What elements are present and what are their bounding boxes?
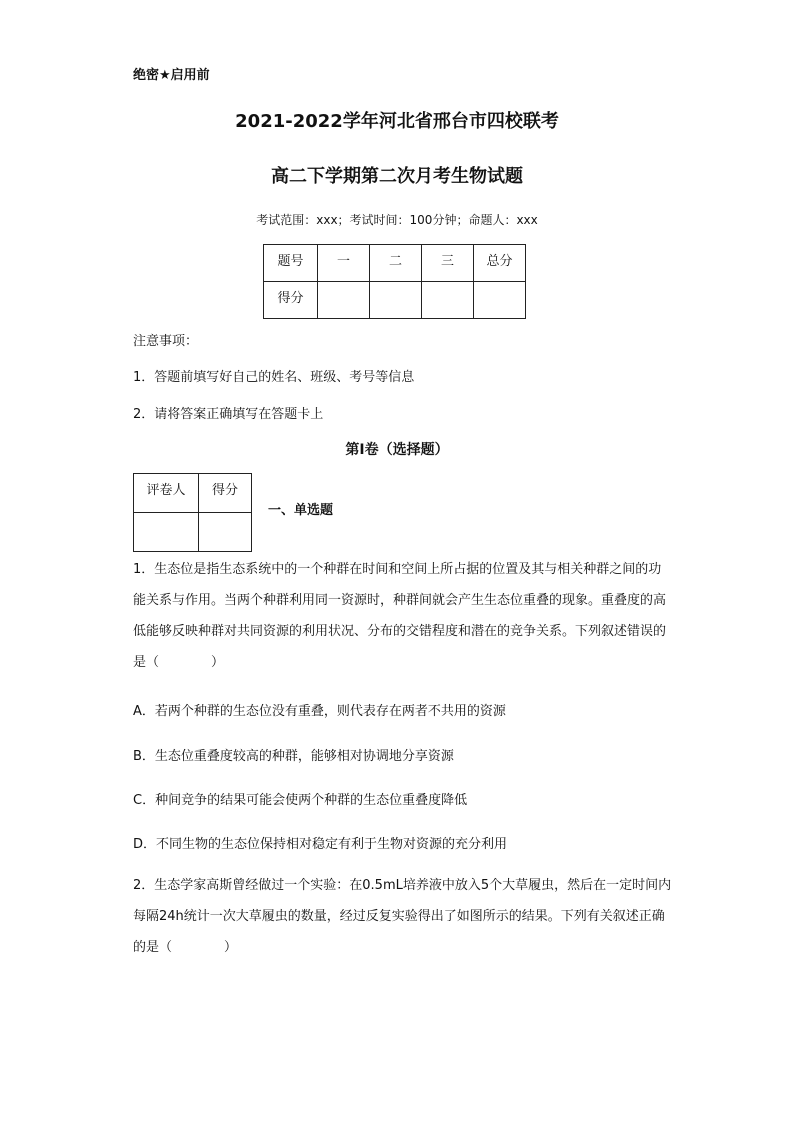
grader-table-blank-row [134,513,252,552]
score-table-cell: 总分 [474,245,526,282]
score-table-score-row [264,282,526,319]
grader-score-label-cell: 得分 [199,474,252,513]
question-2-stem: 2．生态学家高斯曾经做过一个实验：在0.5mL培养液中放入5个大草履虫，然后在一定时间内每隔24h统计一次大草履虫的数量，经过反复实验得出了如图所示的结果。下列有关叙述正确的是（ ） [133,878,672,955]
notice-item: 1．答题前填写好自己的姓名、班级、考号等信息 [133,370,415,385]
exam-title-line2: 高二下学期第二次月考生物试题 [271,166,523,187]
exam-info: 考试范围：xxx；考试时间：100分钟；命题人：xxx [256,213,538,227]
question-1-option-a: A．若两个种群的生态位没有重叠，则代表存在两者不共用的资源 [133,704,506,719]
grader-table [133,473,252,552]
score-blank-cell[interactable] [474,282,526,319]
score-label-cell: 得分 [264,282,318,319]
question-1-option-c: C．种间竞争的结果可能会使两个种群的生态位重叠度降低 [133,793,468,808]
question-1-option-b: B．生态位重叠度较高的种群，能够相对协调地分享资源 [133,749,454,764]
notice-title: 注意事项： [133,334,199,349]
grader-blank-cell[interactable] [199,513,252,552]
score-table-cell: 题号 [264,245,318,282]
question-1-option-d: D．不同生物的生态位保持相对稳定有利于生物对资源的充分利用 [133,837,508,852]
grader-label-cell: 评卷人 [134,474,199,513]
secret-mark: 绝密★启用前 [133,68,210,83]
section-title: 一、单选题 [268,503,334,518]
notice-item: 2．请将答案正确填写在答题卡上 [133,407,324,422]
score-table-cell: 三 [422,245,474,282]
exam-title-line1: 2021-2022学年河北省邢台市四校联考 [235,111,559,132]
grader-blank-cell[interactable] [134,513,199,552]
score-blank-cell[interactable] [318,282,370,319]
score-table-cell: 一 [318,245,370,282]
grader-table-header-row [134,474,252,513]
score-blank-cell[interactable] [370,282,422,319]
score-table-header-row [264,245,526,282]
score-blank-cell[interactable] [422,282,474,319]
score-table [263,244,526,319]
score-table-cell: 二 [370,245,422,282]
volume-title: 第I卷（选择题） [345,442,449,458]
question-1-stem: 1．生态位是指生态系统中的一个种群在时间和空间上所占据的位置及其与相关种群之间的功能关系与作用。当两个种群利用同一资源时，种群间就会产生生态位重叠的现象。重叠度的高低能够反映种群对共同资源的利用状况、分布的交错程度和潜在的竞争关系。下列叙述错误的是（ ） [133,562,667,670]
